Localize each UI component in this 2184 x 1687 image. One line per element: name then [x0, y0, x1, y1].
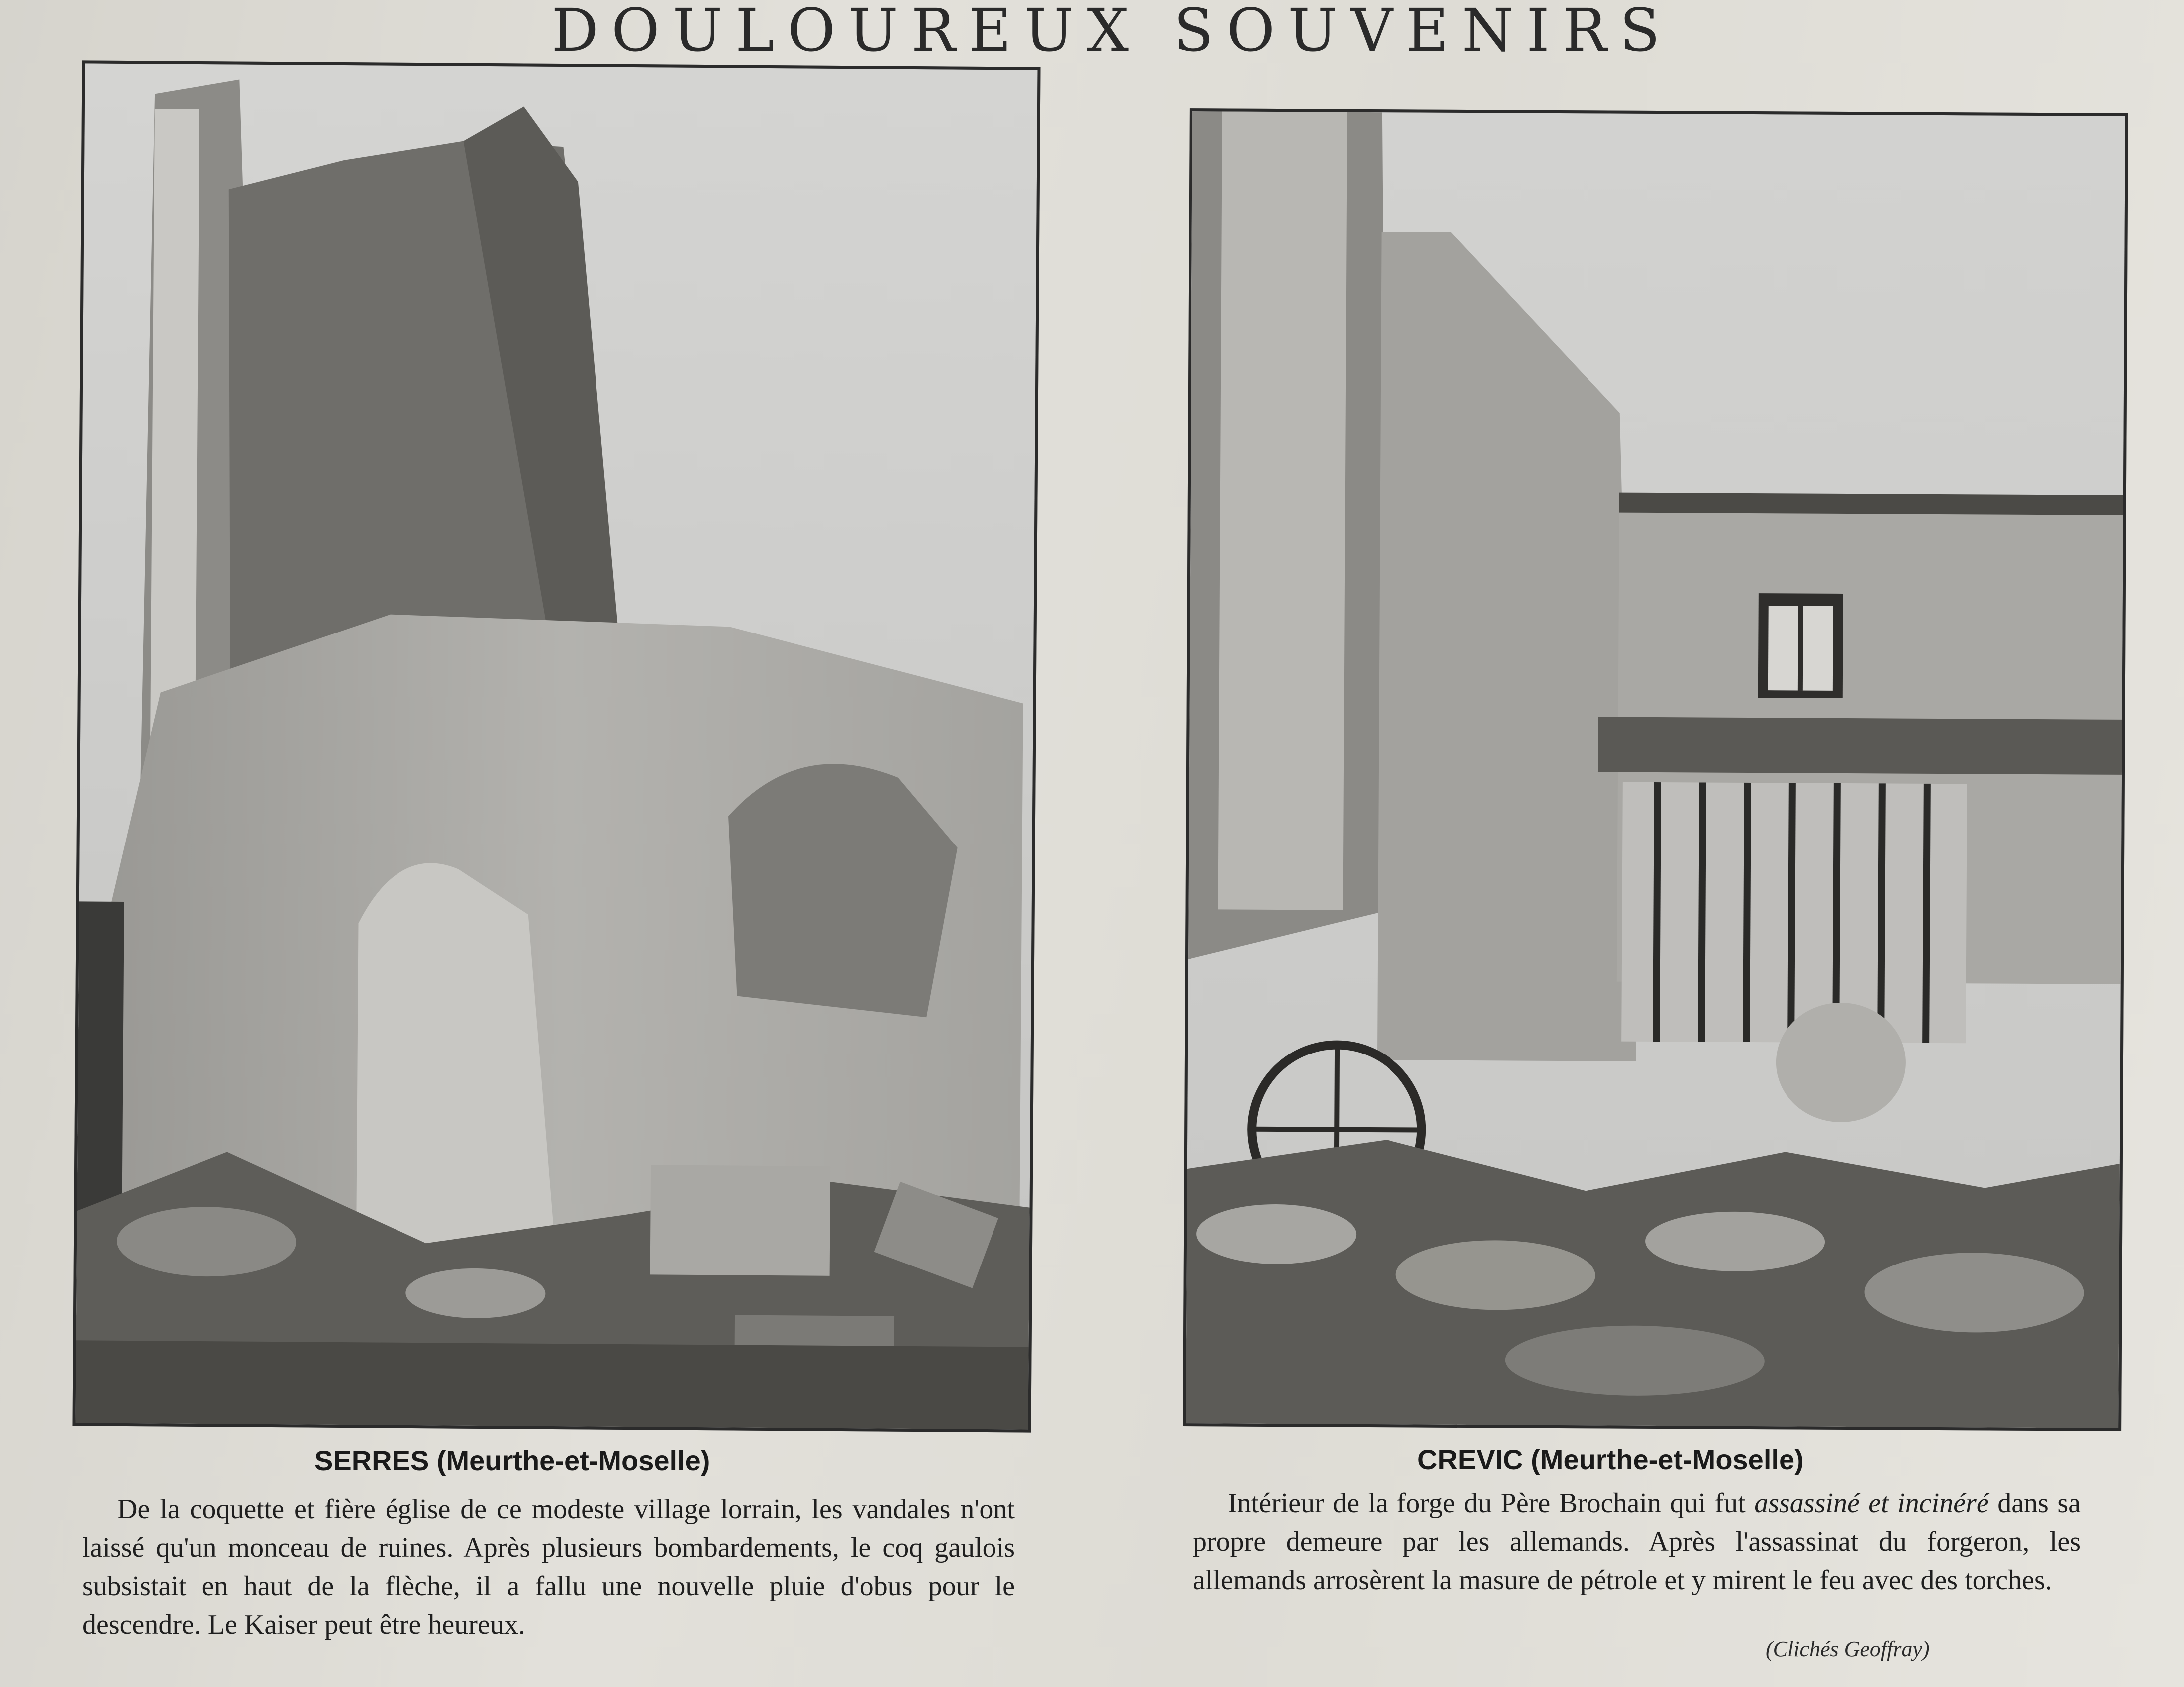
serres-caption-title: SERRES (Meurthe-et-Moselle): [314, 1445, 710, 1476]
crevic-caption-text-part-2: dans sa propre demeure par les allemands. Après l'assassinat du forgeron, les allemands arrosèrent la masure de pétrole et y mirent le feu avec des torches.: [1193, 1488, 2081, 1596]
serres-ruins-photo: [72, 60, 1040, 1432]
crevic-forge-photo: [1183, 108, 2128, 1431]
crevic-caption-text-italic: assassiné et incinéré: [1754, 1488, 1989, 1519]
photo-credit: (Clichés Geoffray): [1766, 1637, 1930, 1661]
page-title: DOULOUREUX SOUVENIRS: [551, 0, 1673, 65]
serres-caption-text: De la coquette et fière église de ce modeste village lorrain, les vandales n'ont laissé qu'un monceau de ruines. Après plusieurs bombardements, le coq gaulois subsistait en haut de la flèche, il a fallu une nouvelle pluie d'obus pour le descendre. Le Kaiser peut être heureux.: [82, 1494, 1015, 1640]
crevic-forge-image: [1186, 111, 2125, 1428]
crevic-caption-text-part-1: Intérieur de la forge du Père Brochain qui fut: [1228, 1488, 1755, 1519]
crevic-caption-title: CREVIC (Meurthe-et-Moselle): [1417, 1444, 1804, 1475]
crevic-caption-text: [1193, 1484, 2081, 1600]
serres-ruins-image: [76, 63, 1038, 1429]
